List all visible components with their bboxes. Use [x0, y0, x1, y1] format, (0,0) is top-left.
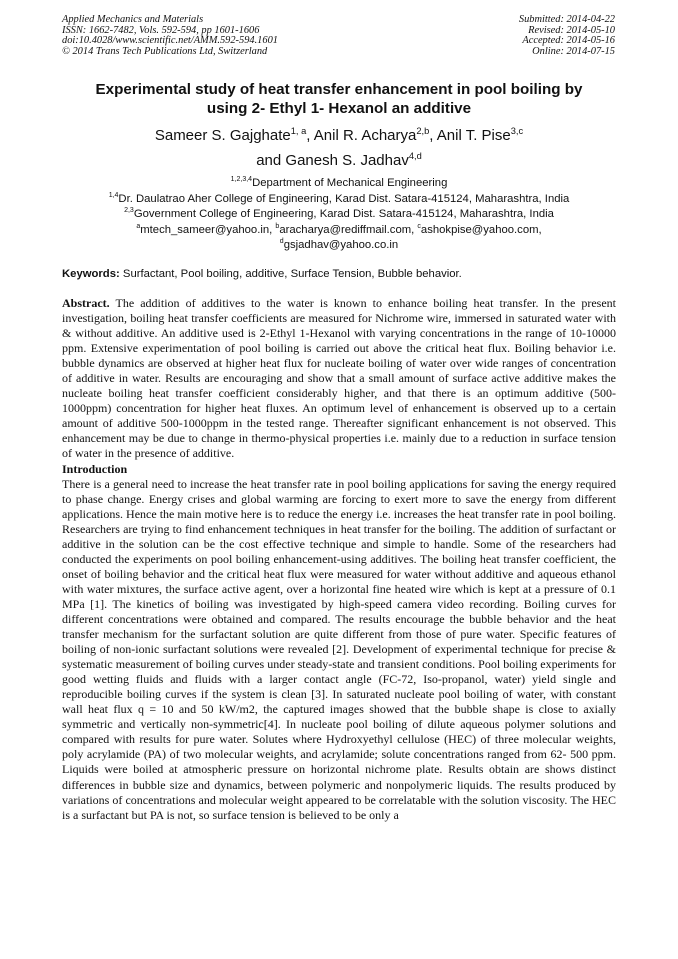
- email-c: ashokpise@yahoo.com,: [420, 223, 542, 236]
- keywords-text: Surfactant, Pool boiling, additive, Surface Tension, Bubble behavior.: [122, 268, 462, 280]
- email-b-sup: b: [275, 223, 280, 231]
- dept-sup: 1,2,3,4: [230, 176, 253, 184]
- affiliations: [62, 176, 616, 254]
- inst1-sup: 1,4: [108, 191, 119, 199]
- introduction-paragraph: There is a general need to increase the heat transfer rate in pool boiling applications for saving the energy required to phase change. Energy crises and global warming are forcing to exert more to save the energy from different applications. Hence the main motive here is to reduce the energy i.e. increases the heat transfer rate in pool boiling. Researchers are trying to find enhancement techniques in heat transfer for the boiling. The addition of surfactant or additive in the solution can be the cost effective technique and simple to handle. Some of the researchers had conducted the experiments on pool boiling enhancement-using additives. The boiling heat transfer coefficient, the onset of boiling behavior and the critical heat flux were measured for water without additive and aqueous ethanol with water mixtures, the surface active agent, over a horizontal fine heated wire which is kept at a pressure of 0.1 MPa [1]. The kinetics of boiling was investigated by high-speed camera video recording. Boiling curves for different concentrations were obtained and compared. The results encourage the bubble behavior and the heat transfer mechanism for the surfactant solution are quite different from those of pure water. Specific features of boiling of non-ionic surfactant solutions were revealed [2]. Development of experimental technique for precise & systematic measurement of boiling curves under steady-state and transient conditions. Pool boiling experiments for good wetting fluids and fluids with a larger contact angle (FC-72, Iso-propanol, water) yield single and reproducible boiling curves if the system is clean [3]. In saturated nucleate pool boiling of water, with constant wall heat flux q = 10 and 50 kW/m2, the captured images showed that the bubble shape is close to axially symmetric and vertically non-symmetric[4]. In nucleate pool boiling of dilute aqueous polymer solutions and compared with results for pure water. Solutes where Hydroxyethyl cellulose (HEC) of three molecular weights, poly acrylamide (PA) of two molecular weights, and acrylamide; solute concentrations ranged from 62- 500 ppm. Liquids were boiled at atmospheric pressure on horizontal nichrome plate. Results obtain are shows distinct differences in bubble size and dynamics, between polymeric and nonpolymeric liquids. The results produced by variations of concentrations and molecular weight appeared to be correlatable with the solution viscosity. The HEC is a surfactant but PA is not, so surface tension is believed to be only a: [62, 476, 616, 822]
- email-a-sup: a: [136, 223, 141, 231]
- author-list: [62, 123, 616, 173]
- author-line-2: [62, 148, 616, 173]
- affiliation-emails: [62, 223, 616, 239]
- journal-issn: ISSN: 1662-7482, Vols. 592-594, pp 1601-1606: [62, 24, 260, 36]
- author-line-1: Sameer S. Gajghate$^{1, a}$, Anil R. Acharya$^{2,b}$, Anil T. Pise$^{3,c}$: [154, 126, 524, 144]
- author-4-sup: 4,d: [408, 151, 422, 161]
- dept-name: Department of Mechanical Engineering: [252, 177, 448, 189]
- introduction-heading: Introduction: [62, 461, 128, 476]
- author-1-sup: 1, a: [290, 126, 307, 136]
- affiliation-institute-1: [62, 192, 616, 208]
- journal-info: [62, 15, 278, 57]
- abstract-paragraph: [62, 296, 616, 462]
- keywords-label: Keywords:: [62, 268, 120, 280]
- date-accepted: Accepted: 2014-05-16: [522, 35, 615, 47]
- email-b: aracharya@rediffmail.com,: [279, 223, 415, 236]
- author-1-name: Sameer S. Gajghate: [154, 127, 291, 144]
- email-d: gsjadhav@yahoo.co.in: [283, 239, 399, 252]
- paper-title: [62, 80, 616, 118]
- paper-body: [62, 296, 616, 823]
- abstract-text: The addition of additives to the water is known to enhance boiling heat transfer. In the present investigation, boiling heat transfer coefficients are measured for Nichrome wire, immersed in saturated water with & without additive. An additive used is 2-Ethyl 1-Hexanol with varying concentrations in the range of 10-10000 ppm. Extensive experimentation of pool boiling is carried out above the critical heat flux. Boiling behavior i.e. bubble dynamics are observed at higher heat flux for nucleate boiling of water over wide ranges of concentration of additive in water. Results are encouraging and show that a small amount of surface active additive makes the nucleate boiling heat transfer coefficient considerably higher, and that there is an optimum additive (500-1000ppm) concentration for higher heat fluxes. An optimum level of enhancement is observed up to a certain amount of additive 500-1000ppm in the tested range. Thereafter significant enhancement is not observed. This enhancement may be due to change in thermo-physical properties i.e. mainly due to a reduction in surface tension of water in the presence of additive.: [62, 296, 616, 461]
- author-2-name: Anil R. Acharya: [313, 127, 417, 144]
- journal-copyright: © 2014 Trans Tech Publications Ltd, Switzerland: [62, 45, 268, 57]
- author-2-sup: 2,b: [416, 126, 430, 136]
- email-d-sup: d: [279, 238, 284, 246]
- abstract-label: Abstract.: [62, 296, 110, 310]
- journal-name: Applied Mechanics and Materials: [62, 14, 204, 25]
- author-conjunction: and: [256, 152, 282, 169]
- inst2-sup: 2,3: [124, 207, 134, 215]
- email-a: mtech_sameer@yahoo.in,: [140, 223, 273, 236]
- title-line-1: Experimental study of heat transfer enhancement in pool boiling by: [95, 81, 583, 98]
- publication-dates: [519, 15, 615, 57]
- date-revised: Revised: 2014-05-10: [528, 24, 615, 36]
- journal-doi: doi:10.4028/www.scientific.net/AMM.592-594.1601: [62, 35, 278, 47]
- author-4-name: Ganesh S. Jadhav: [285, 152, 409, 169]
- author-3-name: Anil T. Pise: [436, 127, 511, 144]
- email-c-sup: c: [417, 223, 421, 231]
- date-submitted: Submitted: 2014-04-22: [518, 14, 615, 25]
- keywords-section: [62, 267, 616, 281]
- inst2-name: Government College of Engineering, Karad Dist. Satara-415124, Maharashtra, India: [133, 208, 554, 221]
- author-3-sup: 3,c: [510, 126, 524, 136]
- affiliation-department: [62, 176, 616, 192]
- title-line-2: using 2- Ethyl 1- Hexanol an additive: [206, 100, 472, 117]
- affiliation-email-d: [62, 238, 616, 254]
- inst1-name: Dr. Daulatrao Aher College of Engineering, Karad Dist. Satara-415124, Maharashtra, India: [118, 192, 570, 205]
- affiliation-institute-2: [62, 207, 616, 223]
- date-online: Online: 2014-07-15: [532, 45, 615, 57]
